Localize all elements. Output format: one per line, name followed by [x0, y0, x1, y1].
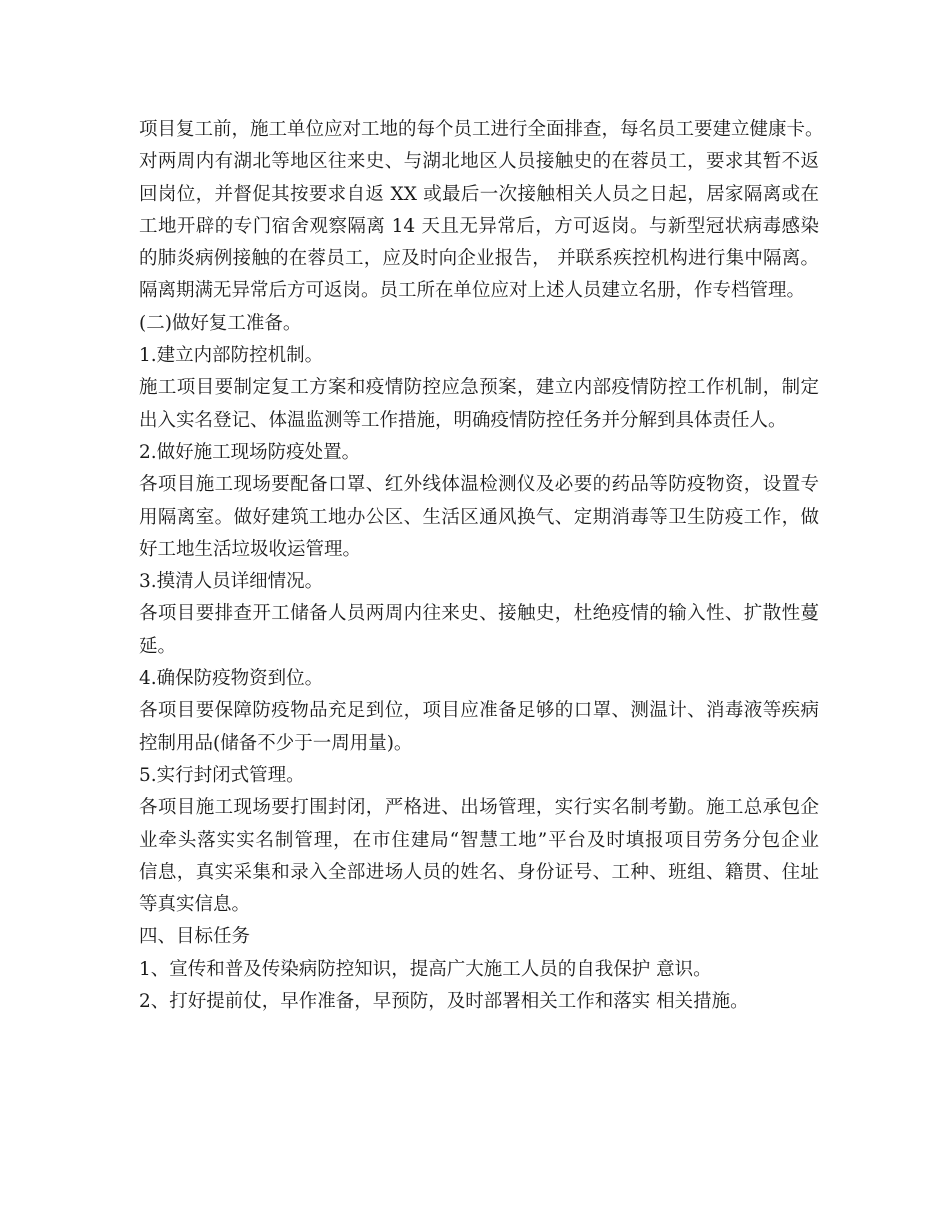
subsection-heading: 4.确保防疫物资到位。 [139, 668, 324, 690]
subsection-heading: 5.实行封闭式管理。 [139, 764, 305, 786]
list-item: 1、宣传和普及传染病防控知识，提高广大施工人员的自我保护 意识。 [139, 958, 712, 980]
section-heading: (二)做好复工准备。 [139, 312, 302, 334]
paragraph-line: 对两周内有湖北等地区往来史、与湖北地区人员接触史的在蓉员工，要求其暂不返 [139, 151, 819, 173]
paragraph-line: 用隔离室。做好建筑工地办公区、生活区通风换气、定期消毒等卫生防疫工作，做 [139, 506, 819, 528]
paragraph-line: 业牵头落实实名制管理，在市住建局“智慧工地”平台及时填报项目劳务分包企业 [139, 829, 819, 851]
subsection-heading: 2.做好施工现场防疫处置。 [139, 441, 361, 463]
paragraph-line: 隔离期满无异常后方可返岗。员工所在单位应对上述人员建立名册，作专档管理。 [139, 280, 806, 302]
paragraph-line: 延。 [139, 635, 177, 657]
paragraph-line: 施工项目要制定复工方案和疫情防控应急预案，建立内部疫情防控工作机制，制定 [139, 377, 819, 399]
paragraph-line: 好工地生活垃圾收运管理。 [139, 538, 362, 560]
paragraph-line: 项目复工前，施工单位应对工地的每个员工进行全面排查，每名员工要建立健康卡。 [139, 119, 824, 140]
list-item: 2、打好提前仗，早作准备，早预防，及时部署相关工作和落实 相关措施。 [139, 991, 749, 1013]
paragraph-line: 各项目要排查开工储备人员两周内往来史、接触史，杜绝疫情的输入性、扩散性蔓 [139, 603, 819, 625]
paragraph-line: 控制用品(储备不少于一周用量)。 [139, 732, 413, 754]
paragraph-line: 等真实信息。 [139, 894, 251, 916]
section-heading: 四、目标任务 [139, 926, 251, 948]
paragraph-line: 各项目施工现场要打围封闭，严格进、出场管理，实行实名制考勤。施工总承包企 [139, 797, 819, 819]
paragraph-line: 工地开辟的专门宿舍观察隔离 14 天且无异常后，方可返岗。与新型冠状病毒感染 [139, 215, 819, 237]
paragraph-line: 各项目施工现场要配备口罩、红外线体温检测仪及必要的药品等防疫物资，设置专 [139, 474, 819, 496]
subsection-heading: 3.摸清人员详细情况。 [139, 571, 324, 593]
paragraph-line: 的肺炎病例接触的在蓉员工，应及时向企业报告， 并联系疾控机构进行集中隔离。 [139, 248, 819, 270]
paragraph-line: 出入实名登记、体温监测等工作措施，明确疫情防控任务并分解到具体责任人。 [139, 409, 787, 431]
paragraph-line: 各项目要保障防疫物品充足到位，项目应准备足够的口罩、测温计、消毒液等疾病 [139, 700, 819, 722]
subsection-heading: 1.建立内部防控机制。 [139, 345, 324, 367]
paragraph-line: 信息，真实采集和录入全部进场人员的姓名、身份证号、工种、班组、籍贯、住址 [139, 861, 819, 883]
document-body [139, 114, 824, 1018]
paragraph-line: 回岗位，并督促其按要求自返 XX 或最后一次接触相关人员之日起，居家隔离或在 [139, 183, 819, 205]
